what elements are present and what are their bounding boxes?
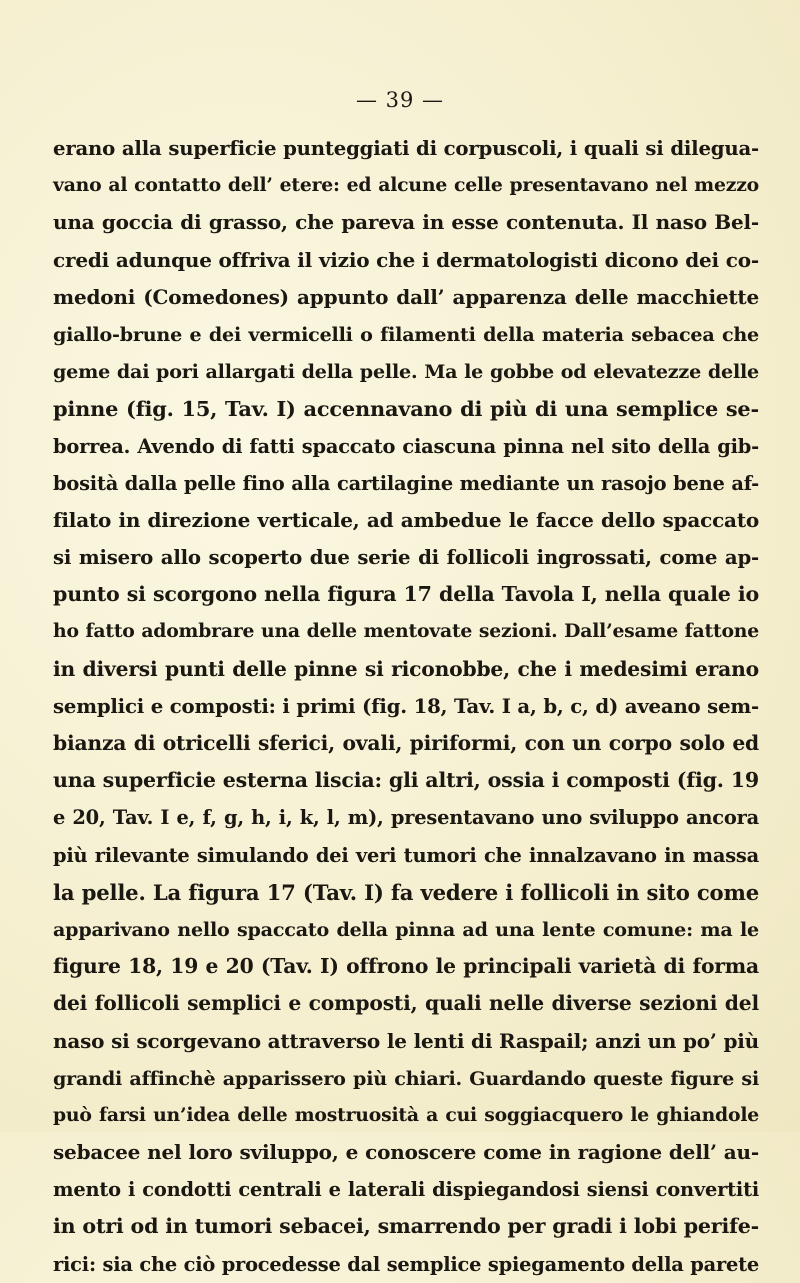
text-line: geme dai pori allargati della pelle. Ma le gobbe od elevatezze delle: [53, 360, 759, 384]
text-line: una goccia di grasso, che pareva in esse contenuta. Il naso Bel-: [53, 210, 759, 235]
text-line: si misero allo scoperto due serie di follicoli ingrossati, come ap-: [53, 546, 759, 570]
text-line: punto si scorgono nella figura 17 della Tavola I, nella quale io: [53, 582, 759, 607]
text-line: apparivano nello spaccato della pinna ad una lente comune: ma le: [53, 917, 759, 941]
text-line: borrea. Avendo di fatti spaccato ciascuna pinna nel sito della gib-: [53, 434, 759, 458]
text-line: sebacee nel loro sviluppo, e conoscere come in ragione dell’ au-: [53, 1140, 759, 1165]
text-line: bosità dalla pelle fino alla cartilagine mediante un rasojo bene af-: [53, 471, 759, 495]
text-line: naso si scorgevano attraverso le lenti di Raspail; anzi un po’ più: [53, 1028, 759, 1053]
text-line: ho fatto adombrare una delle mentovate sezioni. Dall’esame fattone: [53, 620, 759, 643]
text-line: vano al contatto dell’ etere: ed alcune celle presentavano nel mezzo: [53, 174, 759, 197]
text-line: la pelle. La figura 17 (Tav. I) fa vedere i follicoli in sito come: [53, 879, 759, 905]
text-line: una superficie esterna liscia: gli altri, ossia i composti (fig. 19: [53, 768, 759, 793]
text-line: pinne (fig. 15, Tav. I) accennavano di più di una semplice se-: [53, 396, 759, 422]
text-line: filato in direzione verticale, ad ambedue le facce dello spaccato: [53, 507, 759, 532]
text-line: credi adunque offriva il vizio che i dermatologisti dicono dei co-: [53, 247, 759, 272]
text-line: più rilevante simulando dei veri tumori che innalzavano in massa: [53, 843, 759, 867]
text-line: e 20, Tav. I e, f, g, h, i, k, l, m), presentavano uno sviluppo ancora: [53, 806, 759, 830]
text-line: erano alla superficie punteggiati di corpuscoli, i quali si dilegua-: [53, 137, 759, 160]
body-text: [53, 130, 759, 1283]
text-line: rici: sia che ciò procedesse dal semplice spiegamento della parete: [53, 1252, 759, 1276]
text-line: bianza di otricelli sferici, ovali, piriformi, con un corpo solo ed: [53, 731, 759, 755]
text-line: in diversi punti delle pinne si riconobbe, che i medesimi erano: [53, 656, 759, 681]
text-line: dei follicoli semplici e composti, quali nelle diverse sezioni del: [53, 991, 759, 1016]
text-line: medoni (Comedones) appunto dall’ apparenza delle macchiette: [53, 284, 759, 309]
text-line: mento i condotti centrali e laterali dispiegandosi siensi convertiti: [53, 1178, 759, 1202]
text-line: figure 18, 19 e 20 (Tav. I) offrono le principali varietà di forma: [53, 954, 759, 979]
text-line: può farsi un’idea delle mostruosità a cui soggiacquero le ghiandole: [53, 1103, 759, 1126]
text-line: grandi affinchè apparissero più chiari. Guardando queste figure si: [53, 1066, 759, 1090]
page-number: — 39 —: [355, 88, 445, 112]
text-line: semplici e composti: i primi (fig. 18, Tav. I a, b, c, d) aveano sem-: [53, 694, 759, 718]
text-line: in otri od in tumori sebacei, smarrendo per gradi i lobi perife-: [53, 1214, 759, 1239]
text-line: giallo-brune e dei vermicelli o filamenti della materia sebacea che: [53, 322, 759, 346]
